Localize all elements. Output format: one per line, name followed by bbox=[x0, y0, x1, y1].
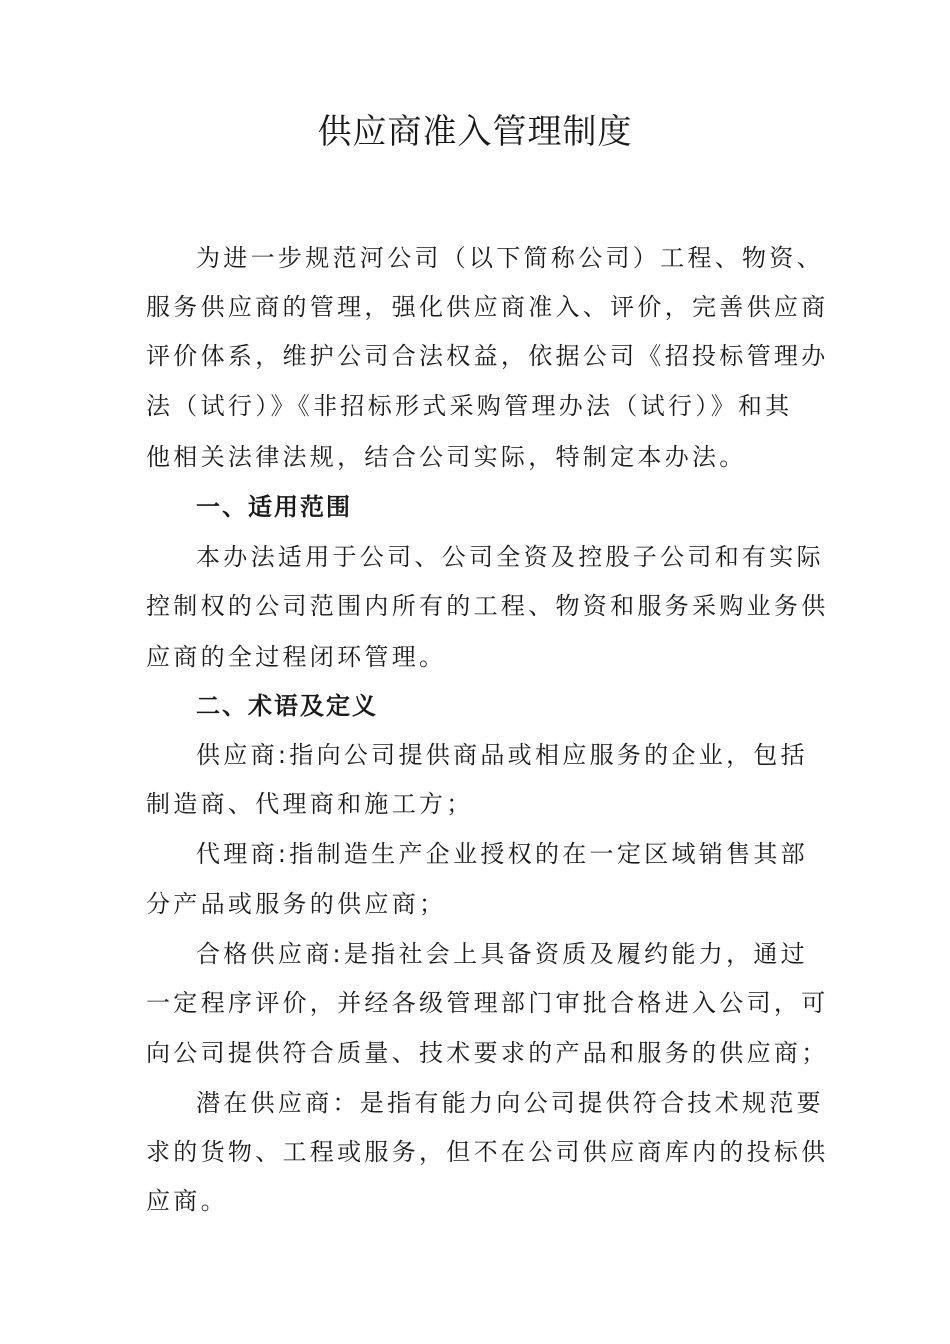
definition-supplier-line: 制造商、代理商和施工方； bbox=[146, 790, 474, 818]
intro-paragraph-line: 服务供应商的管理，强化供应商准入、评价，完善供应商 bbox=[146, 293, 829, 321]
definition-qualified-supplier-line: 向公司提供符合质量、技术要求的产品和服务的供应商； bbox=[146, 1039, 829, 1067]
definition-supplier-line: 供应商:指向公司提供商品或相应服务的企业，包括 bbox=[196, 741, 808, 769]
intro-paragraph-line: 评价体系，维护公司合法权益，依据公司《招投标管理办 bbox=[146, 342, 829, 370]
intro-paragraph-line: 他相关法律法规，结合公司实际，特制定本办法。 bbox=[146, 443, 747, 471]
section-heading-definitions: 二、术语及定义 bbox=[196, 692, 378, 720]
scope-paragraph-line: 本办法适用于公司、公司全资及控股子公司和有实际 bbox=[196, 543, 824, 571]
scope-paragraph-line: 应商的全过程闭环管理。 bbox=[146, 643, 447, 671]
definition-qualified-supplier-line: 合格供应商:是指社会上具备资质及履约能力，通过 bbox=[196, 940, 808, 968]
intro-paragraph-line: 为进一步规范河公司（以下简称公司）工程、物资、 bbox=[196, 244, 824, 272]
intro-paragraph-line: 法（试行）》《非招标形式采购管理办法（试行）》和其 bbox=[146, 392, 793, 420]
definition-potential-supplier-line: 求的货物、工程或服务，但不在公司供应商库内的投标供 bbox=[146, 1138, 829, 1166]
definition-agent-line: 分产品或服务的供应商； bbox=[146, 890, 447, 918]
definition-potential-supplier-line: 潜在供应商：是指有能力向公司提供符合技术规范要 bbox=[196, 1089, 824, 1117]
scope-paragraph-line: 控制权的公司范围内所有的工程、物资和服务采购业务供 bbox=[146, 592, 829, 620]
definition-agent-line: 代理商:指制造生产企业授权的在一定区域销售其部 bbox=[196, 840, 808, 868]
definition-qualified-supplier-line: 一定程序评价，并经各级管理部门审批合格进入公司，可 bbox=[146, 989, 829, 1017]
definition-potential-supplier-line: 应商。 bbox=[146, 1187, 228, 1215]
document-title: 供应商准入管理制度 bbox=[317, 112, 633, 152]
section-heading-scope: 一、适用范围 bbox=[196, 493, 352, 521]
